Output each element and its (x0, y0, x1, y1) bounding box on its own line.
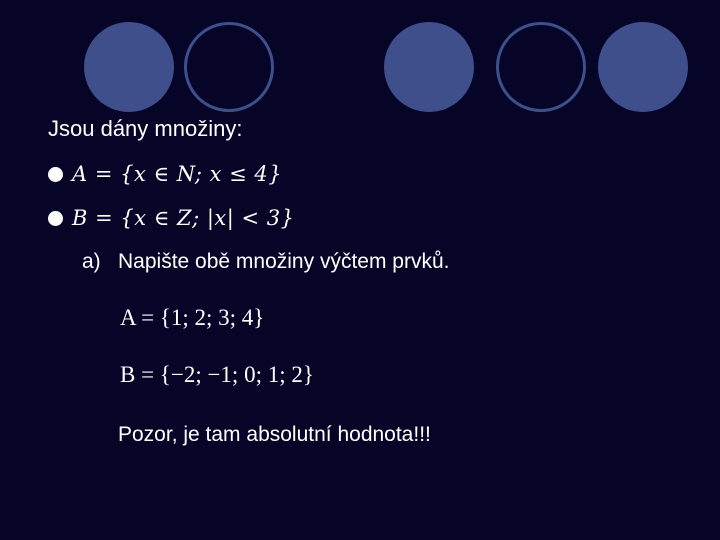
decorative-ring-2 (496, 22, 586, 112)
set-a-definition: A = {x ∈ N; x ≤ 4} (72, 162, 283, 186)
slide-heading: Jsou dány množiny: (48, 116, 243, 141)
decorative-circle-3 (598, 22, 688, 112)
set-b-definition: B = {x ∈ Z; |x| < 3} (72, 206, 295, 230)
answer-set-b: B = {−2; −1; 0; 1; 2} (120, 362, 314, 387)
task-a (82, 250, 449, 274)
decorative-circle-2 (384, 22, 474, 112)
task-marker: a) (82, 250, 101, 273)
answer-set-a: A = {1; 2; 3; 4} (120, 305, 265, 330)
task-text: Napište obě množiny výčtem prvků. (118, 250, 450, 273)
bullet-set-a (48, 157, 282, 191)
decorative-ring-1 (184, 22, 274, 112)
absolute-value-note: Pozor, je tam absolutní hodnota!!! (118, 423, 431, 446)
bullet-set-b (48, 201, 294, 235)
bullet-dot-icon (48, 167, 63, 182)
decorative-circle-1 (84, 22, 174, 112)
bullet-dot-icon (48, 211, 63, 226)
